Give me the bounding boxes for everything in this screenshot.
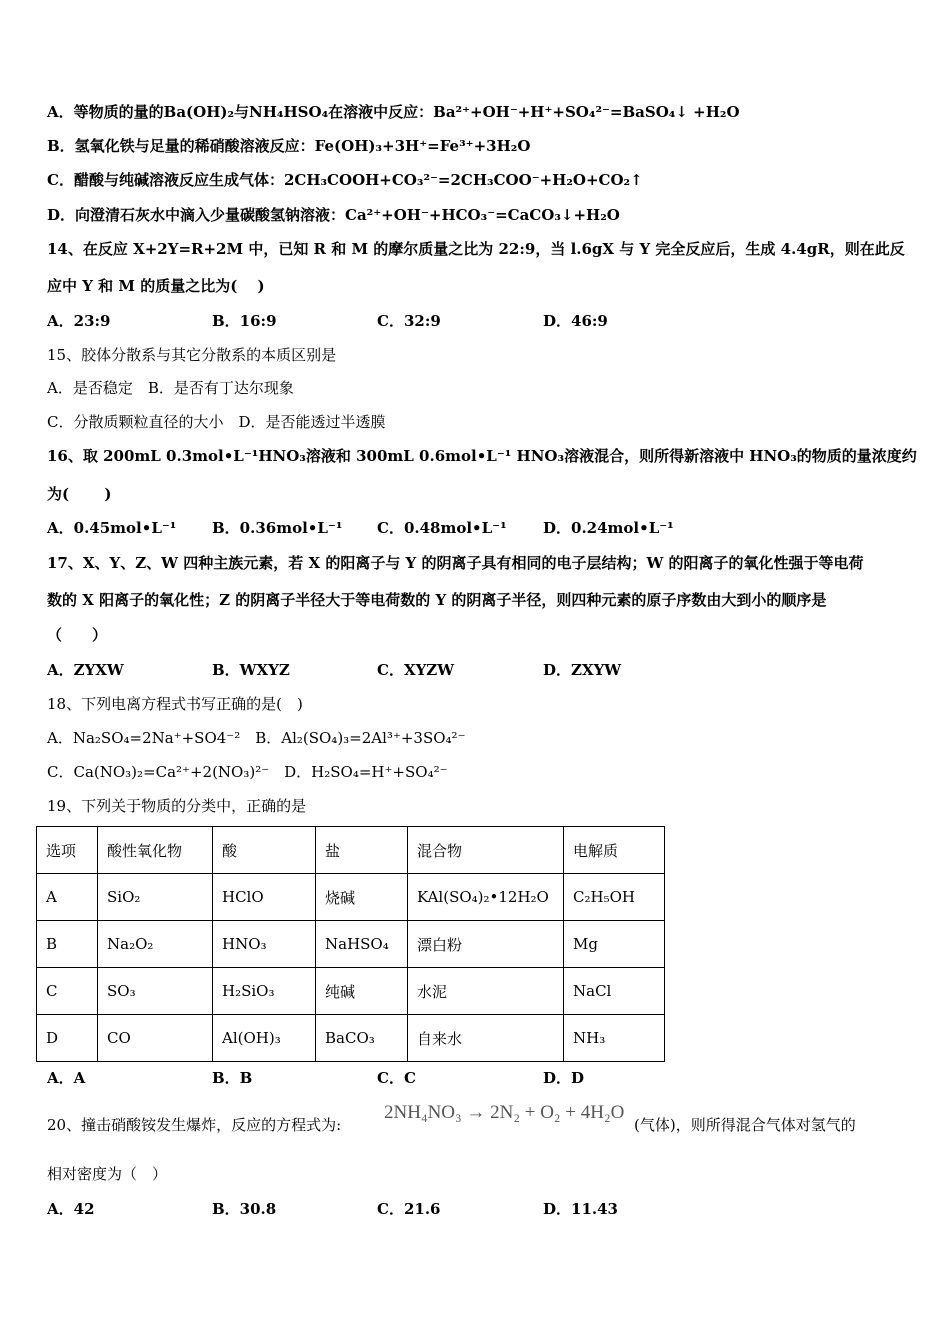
q19-option-a: A．A [47,1069,86,1087]
q14-option-c: C．32:9 [377,312,441,330]
q19-classification-table [36,826,665,1062]
header-cell: 选项 [37,827,98,874]
table-cell: CO [98,1015,213,1062]
table-cell: 水泥 [408,968,564,1015]
table-row [37,874,665,921]
table-cell: 烧碱 [316,874,408,921]
table-cell: 漂白粉 [408,921,564,968]
table-cell: SO₃ [98,968,213,1015]
table-cell: NaHSO₄ [316,921,408,968]
table-cell: BaCO₃ [316,1015,408,1062]
table-cell: SiO₂ [98,874,213,921]
q17-option-c: C．XYZW [377,661,455,679]
q20-option-a: A．42 [47,1200,95,1218]
q17-option-a: A．ZYXW [47,661,124,679]
q19-option-d: D．D [543,1069,585,1087]
q17-stem-line3: （ ） [47,626,108,644]
q20-stem-line2: 相对密度为（ ） [47,1165,168,1183]
q20-stem-suffix: (气体)，则所得混合气体对氢气的 [634,1116,856,1134]
q20-option-c: C．21.6 [377,1200,441,1218]
table-row [37,968,665,1015]
q19-option-c: C．C [377,1069,416,1087]
q16-option-c: C．0.48mol•L⁻¹ [377,519,507,537]
q19-option-b: B．B [212,1069,253,1087]
q14-option-a: A．23:9 [47,312,111,330]
table-cell: H₂SiO₃ [213,968,316,1015]
table-cell: B [37,921,98,968]
q15-options-row2: C．分散质颗粒直径的大小 D．是否能透过半透膜 [47,413,386,431]
q16-option-d: D．0.24mol•L⁻¹ [543,519,674,537]
table-cell: NaCl [564,968,665,1015]
q20-option-b: B．30.8 [212,1200,277,1218]
table-cell: KAl(SO₄)₂•12H₂O [408,874,564,921]
q13-option-d: D．向澄清石灰水中滴入少量碳酸氢钠溶液：Ca²⁺+OH⁻+HCO₃⁻=CaCO₃↓+H₂O [47,206,620,224]
q14-option-d: D．46:9 [543,312,608,330]
q17-option-b: B．WXYZ [212,661,290,679]
q19-stem: 19、下列关于物质的分类中，正确的是 [47,797,307,815]
table-cell: D [37,1015,98,1062]
q16-stem-line1: 16、取 200mL 0.3mol•L⁻¹HNO₃溶液和 300mL 0.6mol•L⁻¹ HNO₃溶液混合，则所得新溶液中 HNO₃的物质的量浓度约 [47,447,917,465]
table-cell: C [37,968,98,1015]
header-cell: 电解质 [564,827,665,874]
q17-option-d: D．ZXYW [543,661,622,679]
table-cell: 纯碱 [316,968,408,1015]
table-cell: HNO₃ [213,921,316,968]
table-cell: A [37,874,98,921]
q15-options-row1: A．是否稳定 B．是否有丁达尔现象 [47,379,294,397]
q13-option-b: B．氢氧化铁与足量的稀硝酸溶液反应：Fe(OH)₃+3H⁺=Fe³⁺+3H₂O [47,137,531,155]
q18-options-row2: C．Ca(NO₃)₂=Ca²⁺+2(NO₃)²⁻ D．H₂SO₄=H⁺+SO₄²⁻ [47,763,448,781]
q17-stem-line2: 数的 X 阳离子的氧化性；Z 的阴离子半径大于等电荷数的 Y 的阴离子半径，则四种元素的原子序数由大到小的顺序是 [47,591,827,609]
table-cell: C₂H₅OH [564,874,665,921]
table-cell: NH₃ [564,1015,665,1062]
q14-stem-line1: 14、在反应 X+2Y=R+2M 中，已知 R 和 M 的摩尔质量之比为 22:9，当 l.6gX 与 Y 完全反应后，生成 4.4gR，则在此反 [47,240,905,258]
q20-stem-prefix: 20、撞击硝酸铵发生爆炸，反应的方程式为: [47,1116,342,1134]
header-cell: 混合物 [408,827,564,874]
q16-stem-line2: 为( ) [47,485,112,503]
table-header-row [37,827,665,874]
table-cell: Al(OH)₃ [213,1015,316,1062]
table-cell: 自来水 [408,1015,564,1062]
q17-stem-line1: 17、X、Y、Z、W 四种主族元素，若 X 的阳离子与 Y 的阴离子具有相同的电子层结构；W 的阳离子的氧化性强于等电荷 [47,554,864,572]
q13-option-a: A．等物质的量的Ba(OH)₂与NH₄HSO₄在溶液中反应：Ba²⁺+OH⁻+H⁺+SO₄²⁻=BaSO₄↓ +H₂O [47,103,740,121]
table-cell: Na₂O₂ [98,921,213,968]
header-cell: 酸 [213,827,316,874]
table-cell: Mg [564,921,665,968]
q18-stem: 18、下列电离方程式书写正确的是( ) [47,695,303,713]
q14-stem-line2: 应中 Y 和 M 的质量之比为( ) [47,277,265,295]
q20-option-d: D．11.43 [543,1200,618,1218]
table-row [37,1015,665,1062]
q16-option-a: A．0.45mol•L⁻¹ [47,519,177,537]
header-cell: 酸性氧化物 [98,827,213,874]
table-row [37,921,665,968]
header-cell: 盐 [316,827,408,874]
q16-option-b: B．0.36mol•L⁻¹ [212,519,343,537]
q15-stem: 15、胶体分散系与其它分散系的本质区别是 [47,346,337,364]
q20-reaction-formula: 2NH₄NO₃ → 2N₂ + O₂ + 4H₂O [384,1102,625,1123]
q13-option-c: C．醋酸与纯碱溶液反应生成气体：2CH₃COOH+CO₃²⁻=2CH₃COO⁻+H₂O+CO₂↑ [47,171,643,189]
q18-options-row1: A．Na₂SO₄=2Na⁺+SO4⁻² B．Al₂(SO₄)₃=2Al³⁺+3SO₄²⁻ [47,729,466,747]
q14-option-b: B．16:9 [212,312,277,330]
table-cell: HClO [213,874,316,921]
